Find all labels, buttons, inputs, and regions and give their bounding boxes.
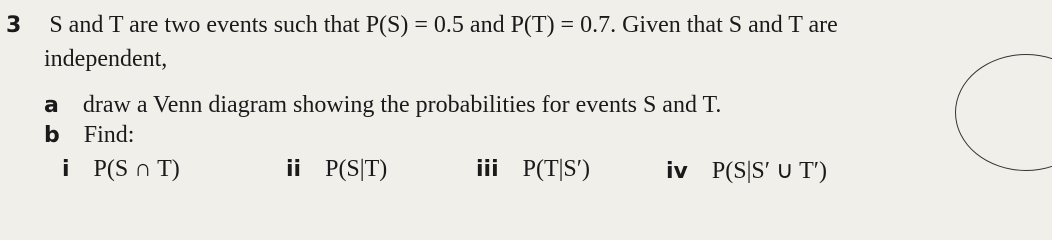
subpart-label: ii (286, 157, 302, 182)
question-line-1 (6, 12, 838, 39)
subpart-label: iii (476, 157, 499, 182)
subpart-label: i (62, 157, 70, 182)
subpart-expression: P(T|S′) (522, 156, 591, 182)
subpart-ii (286, 156, 387, 183)
subpart-iii (476, 156, 590, 183)
subpart-iv (666, 156, 827, 185)
subpart-i (62, 156, 180, 183)
subpart-expression: P(S|T) (325, 156, 388, 182)
part-b-label: b (44, 123, 60, 148)
question-line-2 (44, 46, 167, 73)
question-stem-line-1: S and T are two events such that P(S) = 0.5 and P(T) = 0.7. Given that S and T are (49, 12, 838, 38)
venn-circle-fragment (955, 54, 1052, 171)
subpart-expression: P(S|S′ ∪ T′) (711, 158, 828, 184)
part-b-text: Find: (83, 122, 135, 148)
part-a (44, 92, 721, 119)
part-b (44, 122, 134, 149)
subpart-expression: P(S ∩ T) (93, 156, 180, 182)
question-stem-line-2: independent, (44, 46, 168, 72)
subpart-label: iv (666, 159, 688, 184)
part-a-label: a (44, 93, 59, 118)
question-number: 3 (6, 13, 22, 38)
part-a-text: draw a Venn diagram showing the probabilities for events S and T. (82, 92, 722, 118)
